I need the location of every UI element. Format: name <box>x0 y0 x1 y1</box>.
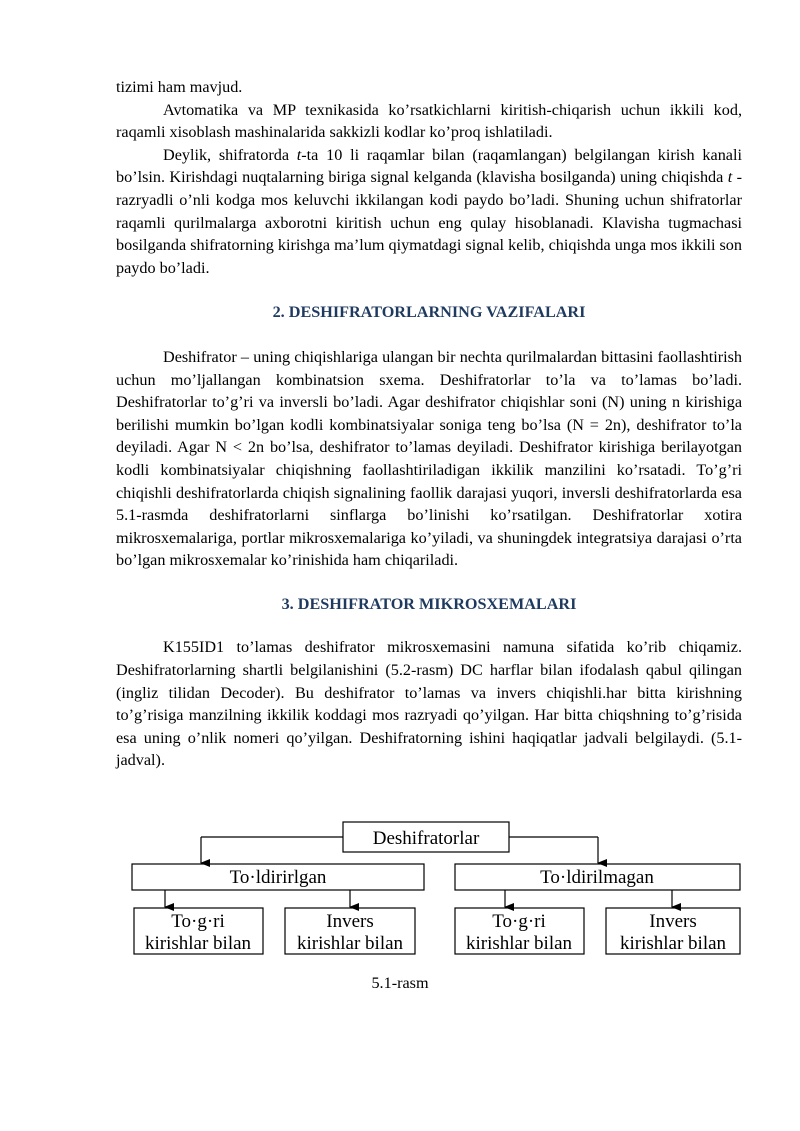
classification-diagram <box>0 820 800 1000</box>
full-inverse-label-2: kirishlar bilan <box>296 933 404 954</box>
text-run: -ta 10 li raqamlar bilan (raqamlangan) belgilangan kirish kanali bo’lsin. Kirishdagi nuqtalarning biriga signal kelganda (klavisha bosilganda) uning chiqishda <box>116 145 742 187</box>
partial-inverse-label-1: Invers <box>649 911 697 932</box>
full-direct-label-2: kirishlar bilan <box>144 933 252 954</box>
paragraph-section3: K155ID1 to’lamas deshifrator mikrosxemasini namuna sifatida ko’rib chiqamiz. Deshifratorlarning shartli belgilanishini (5.2-rasm) DC harflar bilan ifodalash qabul qilingan (ingliz tilidan Decoder). Bu deshifrator to’lamas va invers chiqishli.har bitta kirishning to’g’risiga manzilning ikkilik koddagi mos razryadi qo’yilgan. Har bitta chiqshning to’g’risida esa uning o’nlik nomeri qo’yilgan. Deshifratorning ishini haqiqatlar jadvali belgilaydi. (5.1-jadval). <box>116 638 742 770</box>
full-decoder-label: To·ldirirlgan <box>229 867 327 888</box>
full-inverse-label-1: Invers <box>326 911 374 932</box>
section-2-heading: 2. DESHIFRATORLARNING VAZIFALARI <box>272 303 586 322</box>
paragraph-intro-2 <box>116 144 742 280</box>
italic-variable: t <box>296 145 302 164</box>
full-direct-label-1: To·g·ri <box>171 911 225 932</box>
figure-caption: 5.1-rasm <box>371 974 429 992</box>
paragraph-section2: Deshifrator – uning chiqishlariga ulangan bir nechta qurilmalardan bittasini faollashtirish uchun mo’ljallangan kombinatsion sxema. Deshifratorlar to’la va to’lamas bo’ladi. Deshifratorlar to’g’ri va inversli bo’ladi. Agar deshifrator chiqishlar soni (N) uning n kirishiga berilishi mumkin bo’lgan kodli kombinatsiyalar soniga teng bo’lsa (N = 2n), deshifrator to’la deyiladi. Agar N < 2n bo’lsa, deshifrator to’lamas deyiladi. Deshifrator kirishiga berilayotgan kodli kombinatsiyalar chiqishning faollashtiriladigan ikkilik manzilini ko’rsatadi. To’g’ri chiqishli deshifratorlarda chiqish signalining faollik darajasi yuqori, inversli deshifratorlarda esa 5.1-rasmda deshifratorlarni sinflarga bo’linishi ko’rsatilgan. Deshifratorlar xotira mikrosxemalariga, portlar mikrosxemalariga ko’yiladi, va shuningdek integratsiya darajasi o’rta bo’lgan mikrosxemalar ko’rinishida ham chiqariladi. <box>116 347 742 570</box>
text-run: - razryadli o’nli kodga mos keluvchi ikkilangan kodi paydo bo’ladi. Shuning uchun shifratorlar raqamli qurilmalarga axborotni kiritish uchun eng qulay hisoblanadi. Klavisha tugmachasi bosilganda shifratorning kirishga ma’lum qiymatdagi signal kelib, chiqishda unga mos ikkili son paydo bo’ladi. <box>116 168 743 277</box>
paragraph-intro-1: Avtomatika va MP texnikasida ko’rsatkichlarni kiritish-chiqarish uchun ikkili kod, raqamli xisoblash mashinalarida sakkizli kodlar ko’proq ishlatiladi. <box>116 100 742 142</box>
partial-decoder-label: To·ldirilmagan <box>540 867 654 888</box>
section-3-heading: 3. DESHIFRATOR MIKROSXEMALARI <box>281 594 577 613</box>
partial-direct-label-2: kirishlar bilan <box>465 933 573 954</box>
partial-inverse-label-2: kirishlar bilan <box>619 933 727 954</box>
partial-direct-label-1: To·g·ri <box>492 911 546 932</box>
text-run: Deylik, shifratorda <box>163 145 297 164</box>
root-label: Deshifratorlar <box>372 828 480 849</box>
italic-variable: t <box>727 168 733 187</box>
document-body <box>116 76 742 772</box>
paragraph-intro-0: tizimi ham mavjud. <box>116 78 243 96</box>
